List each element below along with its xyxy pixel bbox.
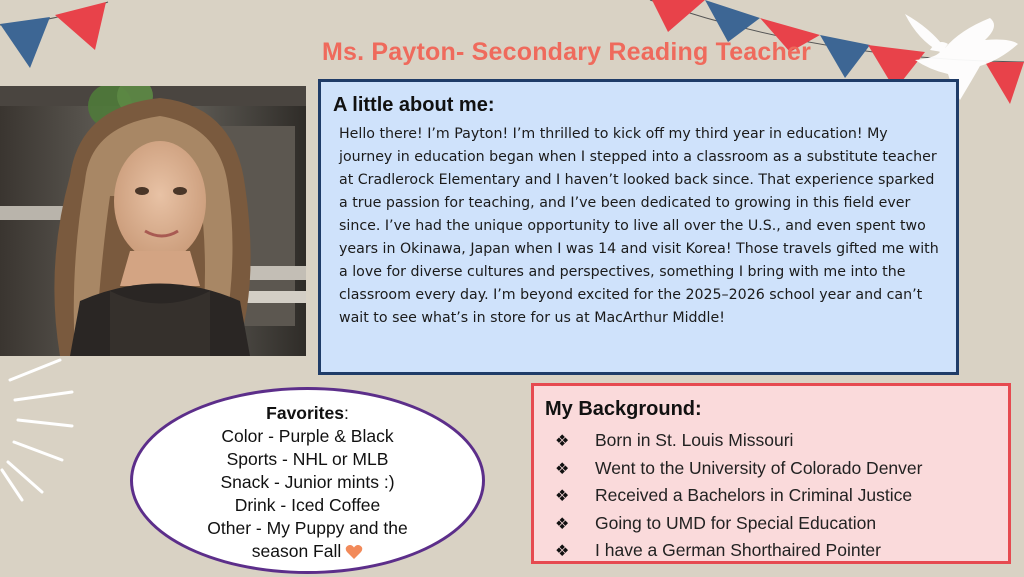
list-item <box>545 482 1008 510</box>
favorites-heading-line <box>266 402 349 425</box>
heart-icon <box>345 544 363 560</box>
favorite-other-cont: season Fall <box>251 541 342 561</box>
list-item <box>545 455 1008 483</box>
diamond-bullet-icon: ❖ <box>555 458 570 478</box>
favorites-heading-colon: : <box>343 403 349 423</box>
sunburst-rays-decoration <box>0 350 80 510</box>
flag-red-right-1 <box>652 0 705 32</box>
diamond-bullet-icon: ❖ <box>555 541 570 561</box>
favorite-sports: Sports - NHL or MLB <box>226 449 389 469</box>
about-heading: A little about me: <box>333 94 495 116</box>
flag-blue-left <box>0 17 50 68</box>
background-item-text: Received a Bachelors in Criminal Justice <box>595 485 913 506</box>
background-item-text: I have a German Shorthaired Pointer <box>595 540 881 561</box>
flag-red-right-4 <box>985 62 1024 104</box>
flag-blue-right-1 <box>705 0 760 42</box>
list-item <box>545 427 1008 455</box>
favorites-heading: Favorites <box>266 403 344 423</box>
favorite-other-cont-line <box>252 540 364 563</box>
background-list <box>545 427 1008 565</box>
favorites-oval <box>130 387 485 574</box>
background-heading: My Background: <box>545 398 702 420</box>
diamond-bullet-icon: ❖ <box>555 486 570 506</box>
favorite-other: Other - My Puppy and the <box>207 518 408 538</box>
my-background-box <box>531 383 1011 564</box>
background-item-text: Went to the University of Colorado Denver <box>595 457 923 478</box>
list-item <box>545 510 1008 538</box>
favorite-snack: Snack - Junior mints :) <box>220 472 395 492</box>
favorite-color: Color - Purple & Black <box>221 426 394 446</box>
background-item-text: Born in St. Louis Missouri <box>595 430 794 451</box>
about-me-box <box>318 79 959 375</box>
diamond-bullet-icon: ❖ <box>555 431 570 451</box>
flag-red-left <box>55 2 106 50</box>
page-title: Ms. Payton- Secondary Reading Teacher <box>322 38 812 66</box>
list-item <box>545 537 1008 565</box>
about-text: Hello there! I’m Payton! I’m thrilled to kick off my third year in education! My journey in education began when I stepped into a classroom as a substitute teacher at Cradlerock Elementary and I haven’t looked back since. That experience sparked a true passion for teaching, and I’ve been dedicated to growing in this field ever since. I’ve had the unique opportunity to live all over the U.S., and even spent two years in Okinawa, Japan when I was 14 and visit Korea! Those travels gifted me with a love for diverse cultures and perspectives, something I bring with me into the classroom every day. I’m beyond excited for the 2025–2026 school year and can’t wait to see what’s in store for us at MacArthur Middle! <box>339 126 939 326</box>
teacher-photo <box>0 86 306 356</box>
favorite-drink: Drink - Iced Coffee <box>234 495 381 515</box>
diamond-bullet-icon: ❖ <box>555 513 570 533</box>
background-item-text: Going to UMD for Special Education <box>595 512 877 533</box>
